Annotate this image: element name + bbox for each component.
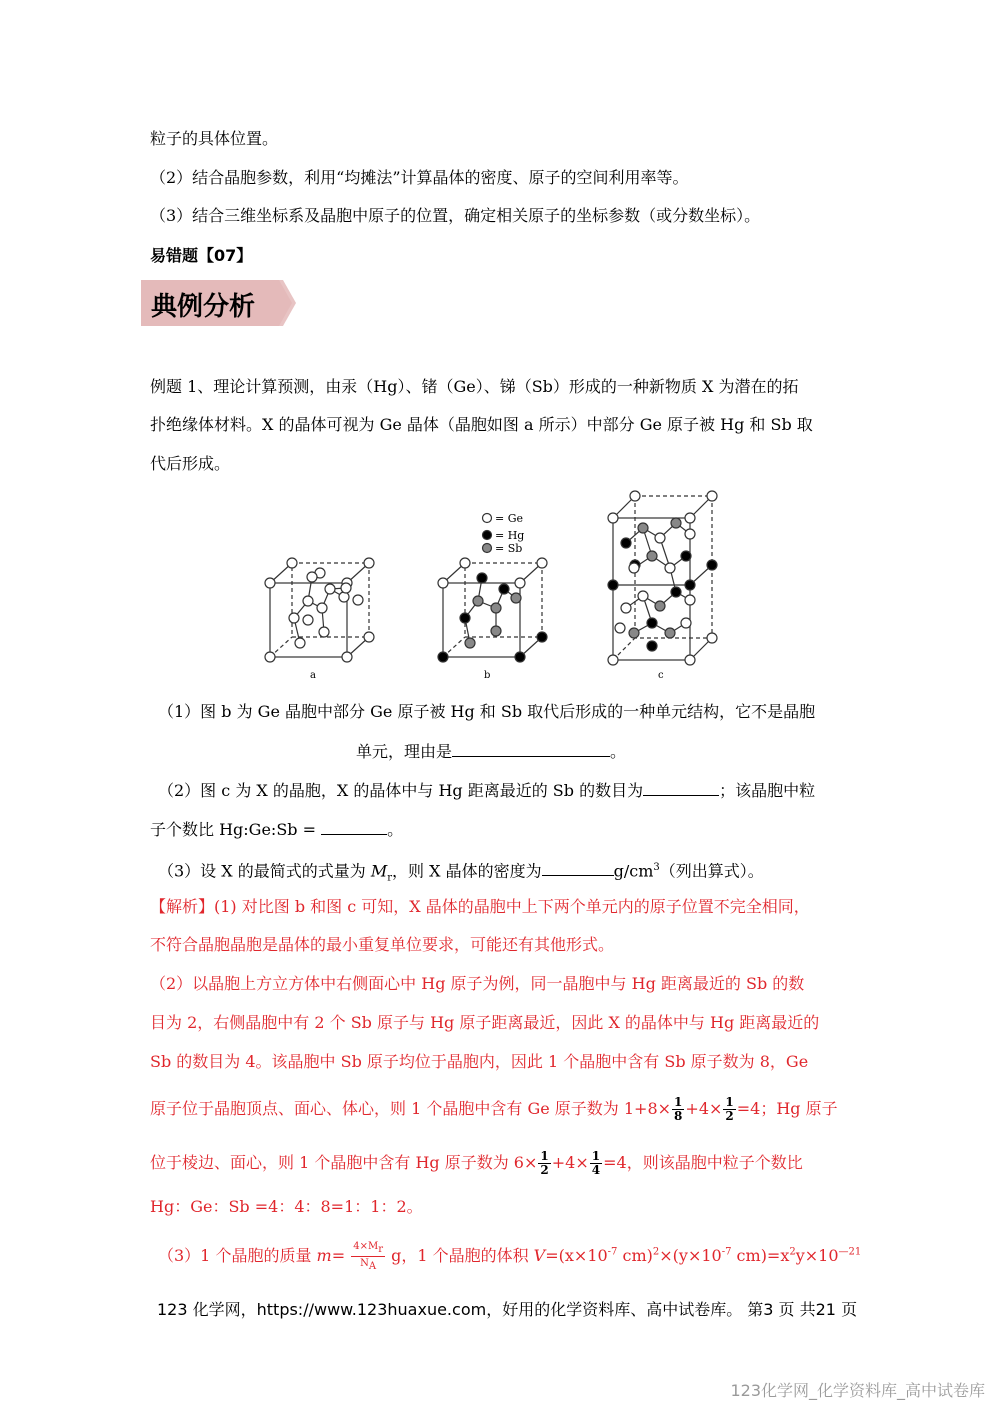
text-line: （2）图 c 为 X 的晶胞，X 的晶体中与 Hg 距离最近的 Sb 的数目为 ；该晶胞中粒 xyxy=(158,781,816,800)
answer-line: 目为 2，右侧晶胞中有 2 个 Sb 原子与 Hg 原子距离最近，因此 X 的晶体中与 Hg 距离最近的 xyxy=(150,1013,820,1032)
answer-line: （3）1 个晶胞的质量 m= $\frac{4\times M_r}{N_A}$ g，1 个晶胞的体积 $V=(x\times 10^{-7}$ $cm)^2\times(y\times 10^{-7}$ $cm)=x^2y\times 10^{—21}$ xyxy=(158,1241,862,1272)
legend-ge: = Ge xyxy=(495,512,524,525)
answer-line: 不符合晶胞晶胞是晶体的最小重复单位要求，可能还有其他形式。 xyxy=(150,935,615,954)
text-line: 子个数比 Hg:Ge:Sb = 。 xyxy=(150,820,404,839)
answer-line: 【解析】(1) 对比图 b 和图 c 可知，X 晶体的晶胞中上下两个单元内的原子位置不完全相同， xyxy=(150,897,810,916)
banner-title: 典例分析 xyxy=(151,292,256,322)
answer-line: （2）以晶胞上方立方体中右侧面心中 Hg 原子为例，同一晶胞中与 Hg 距离最近的 Sb 的数 xyxy=(150,974,805,993)
text-line: （3）结合三维坐标系及晶胞中原子的位置，确定相关原子的坐标参数（或分数坐标）。 xyxy=(150,206,761,225)
label-c: c xyxy=(658,670,664,681)
section-title: 易错题【07】 xyxy=(150,246,253,265)
legend-hg: = Hg xyxy=(495,529,525,542)
text-line: （2）结合晶胞参数，利用“均摊法”计算晶体的密度、原子的空间利用率等。 xyxy=(150,168,689,187)
legend-sb: = Sb xyxy=(495,542,523,555)
answer-line: Hg：Ge：Sb =4：4：8=1：1：2。 xyxy=(150,1197,423,1216)
text-line: （1）图 b 为 Ge 晶胞中部分 Ge 原子被 Hg 和 Sb 取代后形成的一种单元结构，它不是晶胞 xyxy=(158,702,816,721)
answer-line: 位于棱边、面心，则 1 个晶胞中含有 Hg 原子数为 6× $\frac{1}{2}$ +4× $\frac{1}{4}$ =4，则该晶胞中粒子个数比 xyxy=(150,1149,803,1177)
text-line: 扑绝缘体材料。X 的晶体可视为 Ge 晶体（晶胞如图 a 所示）中部分 Ge 原子被 Hg 和 Sb 取 xyxy=(150,415,813,434)
crystal-figure xyxy=(260,488,730,683)
label-a: a xyxy=(310,670,316,681)
text-line: （3）设 X 的最简式的式量为 $M_r$，则 X 晶体的密度为 $g/cm^3$（列出算式）。 xyxy=(158,861,764,884)
answer-line: Sb 的数目为 4。该晶胞中 Sb 原子均位于晶胞内，因此 1 个晶胞中含有 Sb 原子数为 8，Ge xyxy=(150,1052,809,1071)
text-line: 例题 1、理论计算预测，由汞（Hg）、锗（Ge）、锑（Sb）形成的一种新物质 X 为潜在的拓 xyxy=(150,377,799,396)
label-b: b xyxy=(484,670,491,681)
text-line: 代后形成。 xyxy=(150,454,231,473)
text-line: 单元，理由是 。 xyxy=(356,742,627,761)
text-line: 粒子的具体位置。 xyxy=(150,129,279,148)
page-footer: 123 化学网，https://www.123huaxue.com，好用的化学资料库、高中试卷库。 第3 页 共21 页 xyxy=(157,1300,858,1319)
answer-line: 原子位于晶胞顶点、面心、体心，则 1 个晶胞中含有 Ge 原子数为 1+8× $\frac{1}{8}$ +4× $\frac{1}{2}$ =4；Hg 原子 xyxy=(150,1095,838,1123)
watermark: 123化学网_化学资料库_高中试卷库 xyxy=(730,1381,985,1400)
